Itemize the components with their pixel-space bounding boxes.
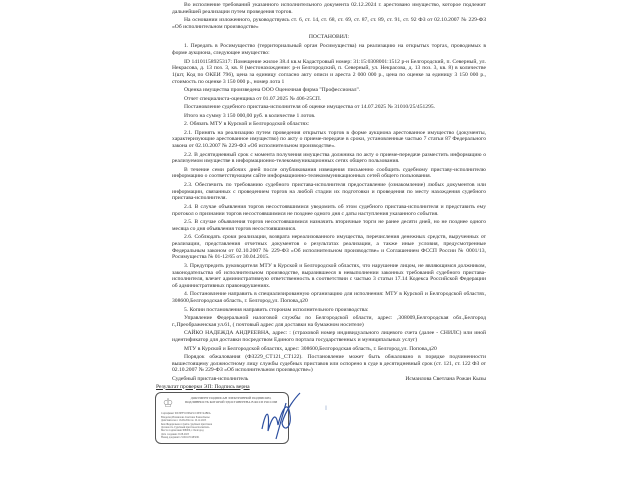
stamp-line: Действителен с 16.09.2024 по 10.12.2025 (161, 419, 207, 423)
signer-position: Судебный пристав-исполнитель (172, 375, 249, 382)
stamp-line: Кем Федеральная служба судебных приставов (161, 422, 213, 426)
recipient-tax-service: Управление Федеральной налоговой службы по Белгородской области, адрес: ,308009,Белгородская обл.,Белгород г.,Преображенская ул.61, ( почтовый адрес для доставки на бумажном носителе) (172, 315, 486, 328)
signature-row (172, 376, 486, 383)
document-body (156, 2, 486, 444)
clause-2-3: 2.3. Обеспечить по требованию судебного пристава-исполнителя предоставление (ознакомление) любых документов или информации, связанных с проведением торгов на любой стадии их подготовки и проведения по месту нахождения судебного пристава-исполнителя. (172, 181, 486, 202)
stamp-title: ДОКУМЕНТ ПОДПИСАН ЭЛЕКТРОННОЙ ПОДПИСЬЮ, ПОДЛИННОСТЬ КОТОРОЙ УДОСТОВЕРЕНА В ФССП РОССИИ (184, 396, 278, 405)
handwritten-signature (256, 389, 306, 449)
clause-2-6: 2.6. Соблюдать сроки реализации, возврата нереализованного имущества, перечисления денежных средств, вырученных от реализации, представления отчетных документов о результатах реализации, а также иные условия, предусмотренные Федеральным законом от 02.10.2007 № 229-ФЗ «Об исполнительном производстве» и Соглашением ФССП России № 0001/13, Росимущества № 01-12/65 от 30.04.2015. (172, 234, 486, 261)
scan-mark: ‖ (325, 406, 327, 413)
resolution-heading: ПОСТАНОВИЛ: (308, 33, 350, 40)
clause-5: 5. Копии постановления направить сторонам исполнительного производства: (184, 306, 369, 313)
stamp-line: Сертификат 00C8EF5C808A5CC9E07A4B0A (161, 412, 211, 416)
electronic-signature-stamp (155, 392, 289, 443)
stamp-line: Место подписания 308000, г. Белгород (161, 429, 204, 433)
clause-2-4: 2.4. В случае объявления торгов несостоявшимися уведомить об этом судебного пристава-исполнителя и представить ему протокол о признании торгов несостоявшимися не позднее одного дня с даты наступления указанного события. (172, 203, 486, 217)
clause-4: 4. Постановление направить в специализированную организацию для исполнения: МТУ в Курской и Белгородской областях, 308600,Белгородская область, г. Белгород,ул. Попова,д20 (172, 291, 486, 305)
stamp-line: Дата создания 15.08.2025 (161, 432, 190, 436)
recipient-debtor: САЙКО НАДЕЖДА АНДРЕЕВНА, адрес: : (страховой номер индивидуального лицевого счета (далее - СНИЛС) или иной идентификатор для доставки посредством Единого портала государственных и муниципальных услуг) (172, 330, 486, 344)
paragraph-legal-basis: На основании изложенного, руководствуясь ст. 6, ст. 14, ст. 68, ст. 69, ст. 87, ст. 89, ст. 91, ст. 92 ФЗ от 02.10.2007 № 229-ФЗ «Об исполнительном производстве» (172, 17, 486, 30)
stamp-line: Номер документа 31010/25/485001 (161, 436, 200, 440)
clause-3: 3. Предупредить руководителя МТУ в Курской и Белгородской областях, что нарушение лицом, не являющимся должником, законодательства об исполнительном производстве, выразившееся в невыполнении законных требований судебного пристава-исполнителя, влечет административную ответственность в соответствии с частью 3 статьи 17.14 Кодекса Российской Федерации об административных правонарушениях. (172, 262, 486, 289)
signer-name: Исмаилова Светлана Рожан Кызы (405, 375, 486, 382)
clause-2: 2. Обязать МТУ в Курской и Белгородской областях: (184, 121, 310, 128)
clause-2-2-notice: В течение семи рабочих дней после опубликования извещения письменно сообщить судебному приставу-исполнителю информацию о соответствующем сайте информационно-телекоммуникационных сетей общего пользования. (172, 166, 486, 180)
clause-2-1: 2.1. Принять на реализацию путем проведения открытых торгов в форме аукциона арестованное имущество (документы, характеризующие арестованное имущество) по акту о приеме-передаче в сроки, установленные частью 7 статьи 87 Федерального закона от 02.10.2007 № 229-ФЗ «Об исполнительном производстве». (172, 129, 486, 150)
clause-2-2: 2.2. В десятидневный срок с момента получения имущества должника по акту о приеме-передаче разместить информацию о реализуемом имуществе в информационно-телекоммуникационных сетях общего пользования. (172, 151, 486, 165)
stamp-area (155, 392, 486, 443)
stamp-line: Владелец Исмаилова Светлана Рожан Кызы (161, 415, 210, 419)
paragraph-execution: Во исполнение требований указанного исполнительного документа 02.12.2024 г. арестовано имущество, которое подлежит дальнейшей реализации путем проведения торгов. (172, 2, 486, 15)
resolution-line: Постановление судебного пристава-исполнителя об оценке имущества от 14.07.2025 № 31010/25/451295. (184, 104, 436, 111)
appraiser-line: Оценка имущества произведена ООО Оценочная фирма "Профессионал". (184, 87, 361, 94)
recipient-mtu: МТУ в Курской и Белгородской областях, адрес: 308600,Белгородская область, г. Белгород,ул. Попова,д20 (184, 345, 437, 352)
stamp-line: Должность Судебный пристав-исполнитель (161, 426, 210, 430)
report-line: Отчет специалиста-оценщика от 01.07.2025 № 406-25СП. (184, 95, 322, 102)
clause-2-5: 2.5. В случае объявления торгов несостоявшимися назначить вторичные торги не ранее десяти дней, но не позднее одного месяца со дня объявления торгов несостоявшимися. (172, 219, 486, 232)
appeal-procedure: Порядок обжалования (ФЗ229_СТ121_СТ122). Постановление может быть обжаловано в порядке подчиненности вышестоящему должностному лицу службы судебных приставов или оспорено в суде в десятидневный срок (ст. 121, ст. 122 ФЗ от 02.10.2007 № 229-ФЗ «Об исполнительном производстве») (172, 354, 486, 374)
total-line: Итого на сумму 3 150 000,00 руб. в количестве 1 лотов. (184, 112, 316, 119)
property-item: ID 14101158925317: Помещение жилое 38.4 кв.м Кадастровый номер: 31:15:0308001:1512 р-н Белгородский, п. Северный, ул. Некрасова, д. 13 поз. 3, кв. 8 (местонахождение: р-н Белгородский, п. Северный, ул. Некрасова, д. 13 поз. 3, кв. 8) в количестве 1(шт, Код по ОКЕИ 796), цена за единицу согласно акту описи и ареста 2 000 000 р., цена по оценке за единицу 3 150 000 р., стоимость по оценке 3 150 000 р., номер лота 1 (172, 58, 486, 85)
coat-of-arms-icon: ♔ (162, 396, 174, 411)
signature-check-result: Результат проверки ЭП: Подпись верна (156, 383, 250, 390)
clause-1: 1. Передать в Росимущество (территориальный орган Росимущества) на реализацию на открытых торгах, проводимых в форме аукциона, следующее имущество: (172, 43, 486, 57)
